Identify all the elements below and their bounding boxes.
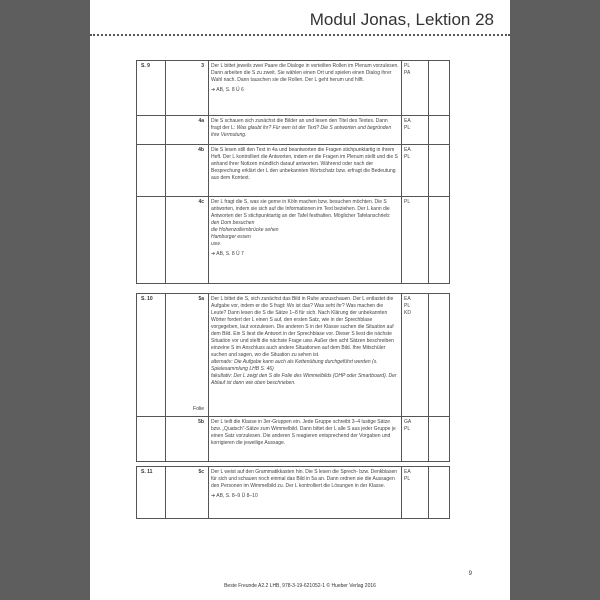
description-text: Der L teilt die Klasse in 3er-Gruppen ein. Jede Gruppe schreibt 3–4 lustige Sätze bzw. „Quatsch"-Sätze zum Wimmelbild. Dann bittet der L alle S aus jeder Gruppe je einen Satz vorzulesen. Die anderen S reagieren entsprechend der Vorgaben und korrigieren die jeweilige Aussage. [211, 419, 396, 446]
page-cell [137, 116, 166, 145]
workbook-reference: ➔ AB, S. 8 Ü 6 [211, 87, 244, 93]
table-row [137, 197, 450, 284]
empty-cell [429, 294, 450, 417]
description-text: Die S schauen sich zunächst die Bilder an und lesen den Titel des Textes. Dann fragt der L: [211, 118, 388, 131]
empty-cell [429, 116, 450, 145]
empty-cell [429, 145, 450, 197]
board-line: die Hohenzollernbrücke sehen [211, 227, 279, 233]
empty-cell [429, 467, 450, 519]
social-form-cell [402, 294, 429, 417]
board-line: den Dom besuchen [211, 220, 255, 226]
exercise-cell: 4a [166, 116, 209, 145]
description-text: Der L bittet die S, sich zunächst das Bild in Ruhe anzuschauen. Der L entlastet die Aufgabe vor, indem er die S fragt: Wo ist das? Was seht ihr? Was machen die Leute? Dann lesen die S die Sätze 1–8 für sich. Nach Klärung der unbekannten Wörter fordert der L einen S auf, den ersten Satz, wie in der Sprechblase vorgegeben, laut vorzulesen. Die anderen S in der Klasse suchen die Situation auf dem Bild. Ein S liest die Antwort in der Sprechblase vor. Dieser S liest die nächste Situation vor und stellt die nächste Frage usw. Außer den acht Sätzen beschreiben einzelne S im Anschluss auch andere Situationen auf dem Bild. Ihre Mitschüler suchen und sagen, wo die Situation zu sehen ist. [211, 296, 394, 358]
table-row [137, 116, 450, 145]
table-row [137, 145, 450, 197]
description-italic: Was glaubt ihr? Für wen ist der Text? Die S antworten und begründen ihre Vermutung. [211, 125, 392, 138]
material-label: Folie [193, 406, 204, 412]
lesson-table-1 [136, 60, 450, 284]
empty-cell [429, 197, 450, 284]
table-row [137, 417, 450, 462]
social-form: EA PL [404, 147, 411, 160]
document-page [90, 0, 510, 600]
exercise-cell: 3 [166, 61, 209, 116]
exercise-cell: 5b [166, 417, 209, 462]
description-cell [209, 197, 402, 284]
exercise-number: 5a [198, 296, 204, 302]
description-text: Die S lesen still den Text in 4a und beantworten die Fragen stichpunktartig in ihrem Heft. Der L kontrolliert die Antworten, indem er die Fragen im Plenum stellt und die S anhand ihrer Notizen mündlich darauf antworten. Während oder nach der Besprechung erklärt der L den unbekannten Wortschatz bzw. erfragt die Bedeutung aus dem Kontext. [211, 147, 398, 181]
workbook-reference: ➔ AB, S. 8–9 Ü 8–10 [211, 493, 258, 499]
description-text: Der L fragt die S, was sie gerne in Köln machen bzw. besuchen möchten. Die S antworten, indem sie sich auf die Informationen im Text beziehen. Der L kann die Antworten der S stichpunktartig an der Tafel festhalten. Möglicher Tafelanschrieb: [211, 199, 391, 219]
empty-cell [429, 417, 450, 462]
description-cell [209, 467, 402, 519]
table-row [137, 467, 450, 519]
social-form-cell [402, 116, 429, 145]
table-row [137, 294, 450, 417]
exercise-cell [166, 294, 209, 417]
description-cell [209, 61, 402, 116]
page-cell: S. 10 [137, 294, 166, 417]
description-text: Der L bittet jeweils zwei Paare die Dialoge in verteilten Rollen im Plenum vorzulesen. Dann arbeiten die S zu zweit. Sie wählen einen Ort und spielen einen Dialog ihrer Wahl nach. Dann tauschen sie die Rollen. Der L geht herum und hilft. [211, 63, 399, 83]
board-line: Hamburger essen [211, 234, 251, 240]
page-number: 9 [468, 571, 472, 577]
footer-copyright: Beste Freunde A2.2 LHB, 978-3-19-621052-1 © Hueber Verlag 2016 [224, 583, 376, 589]
lesson-table-3 [136, 466, 450, 519]
description-cell [209, 417, 402, 462]
social-form-cell [402, 61, 429, 116]
board-line: usw. [211, 241, 222, 247]
social-form-cell [402, 145, 429, 197]
description-cell [209, 145, 402, 197]
lesson-table-2 [136, 293, 450, 462]
exercise-cell: 4b [166, 145, 209, 197]
page-cell [137, 145, 166, 197]
description-cell [209, 116, 402, 145]
description-cell [209, 294, 402, 417]
dotted-divider [90, 34, 510, 36]
workbook-reference: ➔ AB, S. 8 Ü 7 [211, 251, 244, 257]
page-title: Modul Jonas, Lektion 28 [309, 10, 494, 29]
social-form: PL [404, 199, 411, 205]
social-form: EA PL [404, 469, 411, 482]
exercise-cell: 4c [166, 197, 209, 284]
social-form: PL PA [404, 63, 411, 76]
empty-cell [429, 61, 450, 116]
social-form: EA PL KD [404, 296, 411, 316]
table-row [137, 61, 450, 116]
social-form-cell [402, 467, 429, 519]
exercise-cell: 5c [166, 467, 209, 519]
description-italic-2: fakultativ: Der L zeigt den S die Folie des Wimmelbilds (OHP oder Smartboard). Der Ablauf ist dann wie oben beschrieben. [211, 373, 397, 386]
social-form-cell [402, 417, 429, 462]
description-italic: alternativ: Die Aufgabe kann auch als Kettenübung durchgeführt werden (s. Spielesammlung LHB S. 46) [211, 359, 378, 372]
page-cell [137, 417, 166, 462]
description-text: Der L weist auf den Grammatikkasten hin. Die S lesen die Sprech- bzw. Denkblasen für sich und schauen noch einmal das Bild in 5a an. Dann ordnen sie die Aussagen den Personen im Wimmelbild zu. Der L kontrolliert die Lösungen in der Klasse. [211, 469, 398, 489]
page-cell [137, 197, 166, 284]
social-form: GA PL [404, 419, 412, 432]
page-cell: S. 9 [137, 61, 166, 116]
social-form-cell [402, 197, 429, 284]
page-cell: S. 11 [137, 467, 166, 519]
social-form: EA PL [404, 118, 411, 131]
